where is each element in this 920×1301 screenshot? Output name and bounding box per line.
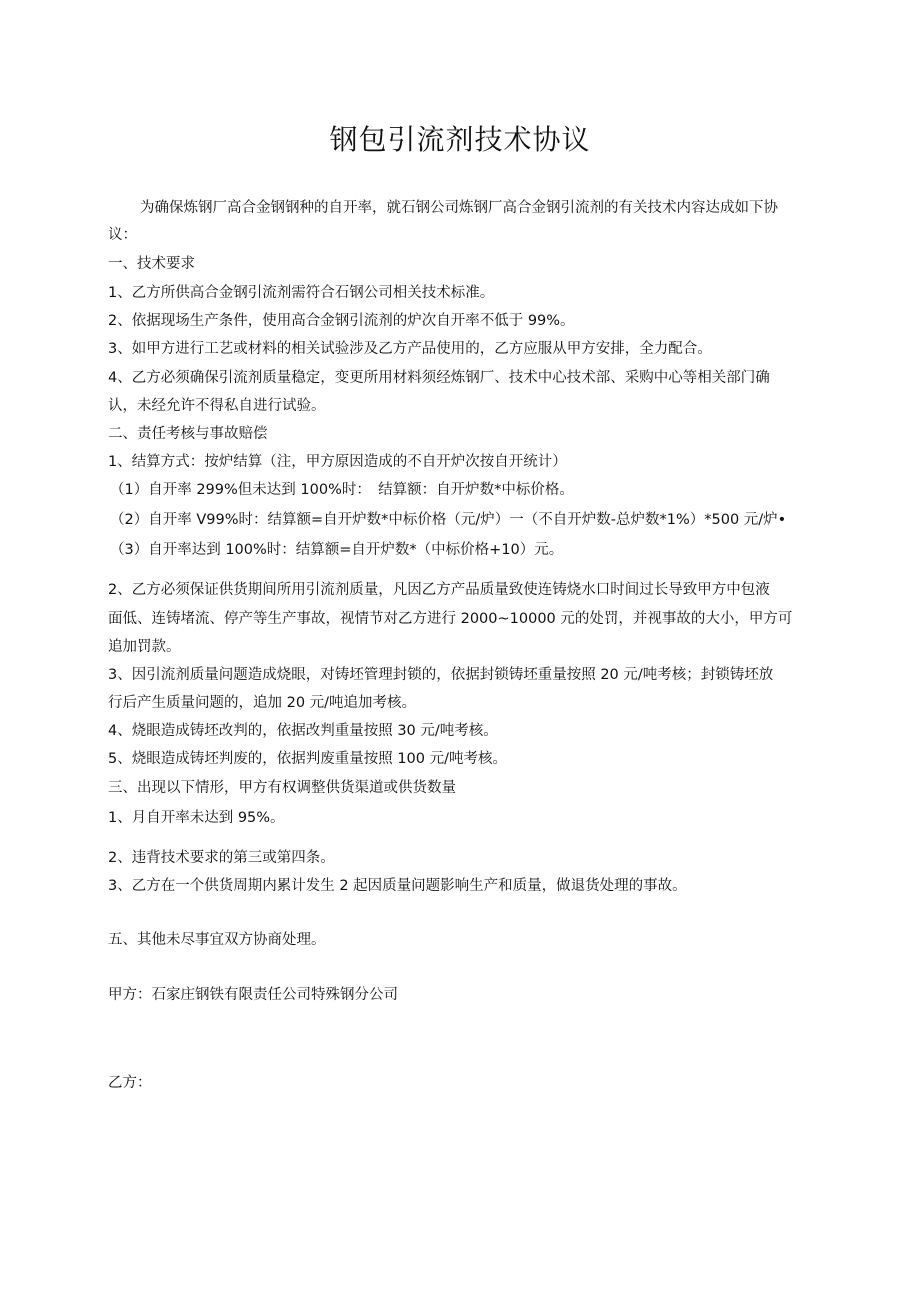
- section-2-item-2-line-2: 面低、连铸堵流、停产等生产事故，视情节对乙方进行 2000~10000 元的处罚，并视事故的大小，甲方可: [108, 611, 793, 627]
- section-2-item-1-b: （2）自开率 V99%时：结算额=自开炉数*中标价格（元/炉）一（不自开炉数-总炉数*1%）*500 元/炉•: [110, 512, 787, 528]
- section-3-item-3: 3、乙方在一个供货周期内累计发生 2 起因质量问题影响生产和质量，做退货处理的事故。: [108, 878, 687, 894]
- section-2-item-2-line-3: 追加罚款。: [108, 639, 181, 655]
- intro-line-2: 议：: [108, 227, 137, 243]
- section-2-item-2-line-1: 2、乙方必须保证供货期间所用引流剂质量，凡因乙方产品质量致使连铸烧水口时间过长导致甲方中包液: [108, 582, 770, 598]
- section-2-heading: 二、责任考核与事故赔偿: [108, 426, 268, 442]
- party-b: 乙方：: [108, 1075, 152, 1091]
- section-1-item-3: 3、如甲方进行工艺或材料的相关试验涉及乙方产品使用的，乙方应服从甲方安排，全力配合。: [108, 341, 712, 357]
- section-2-item-1: 1、结算方式：按炉结算（注，甲方原因造成的不自开炉次按自开统计）: [108, 454, 567, 470]
- section-3-heading: 三、出现以下情形，甲方有权调整供货渠道或供货数量: [108, 780, 456, 796]
- section-2-item-1-a: （1）自开率 299%但未达到 100%时： 结算额：自开炉数*中标价格。: [110, 482, 574, 498]
- section-1-item-1: 1、乙方所供高合金钢引流剂需符合石钢公司相关技术标准。: [108, 285, 495, 301]
- section-2-item-5: 5、烧眼造成铸坯判废的，依据判废重量按照 100 元/吨考核。: [108, 751, 508, 767]
- section-2-item-3-line-1: 3、因引流剂质量问题造成烧眼，对铸坯管理封锁的，依据封锁铸坯重量按照 20 元/吨考核；封锁铸坯放: [108, 667, 774, 683]
- section-5-text: 五、其他未尽事宜双方协商处理。: [108, 932, 326, 948]
- party-a: 甲方：石家庄钢铁有限责任公司特殊钢分公司: [108, 987, 398, 1003]
- section-3-item-1: 1、月自开率未达到 95%。: [108, 810, 285, 826]
- section-1-item-2: 2、依据现场生产条件，使用高合金钢引流剂的炉次自开率不低于 99%。: [108, 313, 575, 329]
- section-1-heading: 一、技术要求: [108, 256, 195, 272]
- document-title: 钢包引流剂技术协议: [329, 123, 591, 156]
- section-3-item-2: 2、违背技术要求的第三或第四条。: [108, 850, 335, 866]
- section-1-item-4-line-2: 认，未经允许不得私自进行试验。: [108, 398, 326, 414]
- section-2-item-1-c: （3）自开率达到 100%时：结算额=自开炉数*（中标价格+10）元。: [110, 542, 564, 558]
- section-2-item-3-line-2: 行后产生质量问题的，追加 20 元/吨追加考核。: [108, 695, 417, 711]
- section-2-item-4: 4、烧眼造成铸坯改判的，依据改判重量按照 30 元/吨考核。: [108, 723, 498, 739]
- intro-line-1: 为确保炼钢厂高合金钢钢种的自开率，就石钢公司炼钢厂高合金钢引流剂的有关技术内容达成如下协: [140, 200, 778, 216]
- section-1-item-4-line-1: 4、乙方必须确保引流剂质量稳定，变更所用材料须经炼钢厂、技术中心技术部、采购中心等相关部门确: [108, 370, 770, 386]
